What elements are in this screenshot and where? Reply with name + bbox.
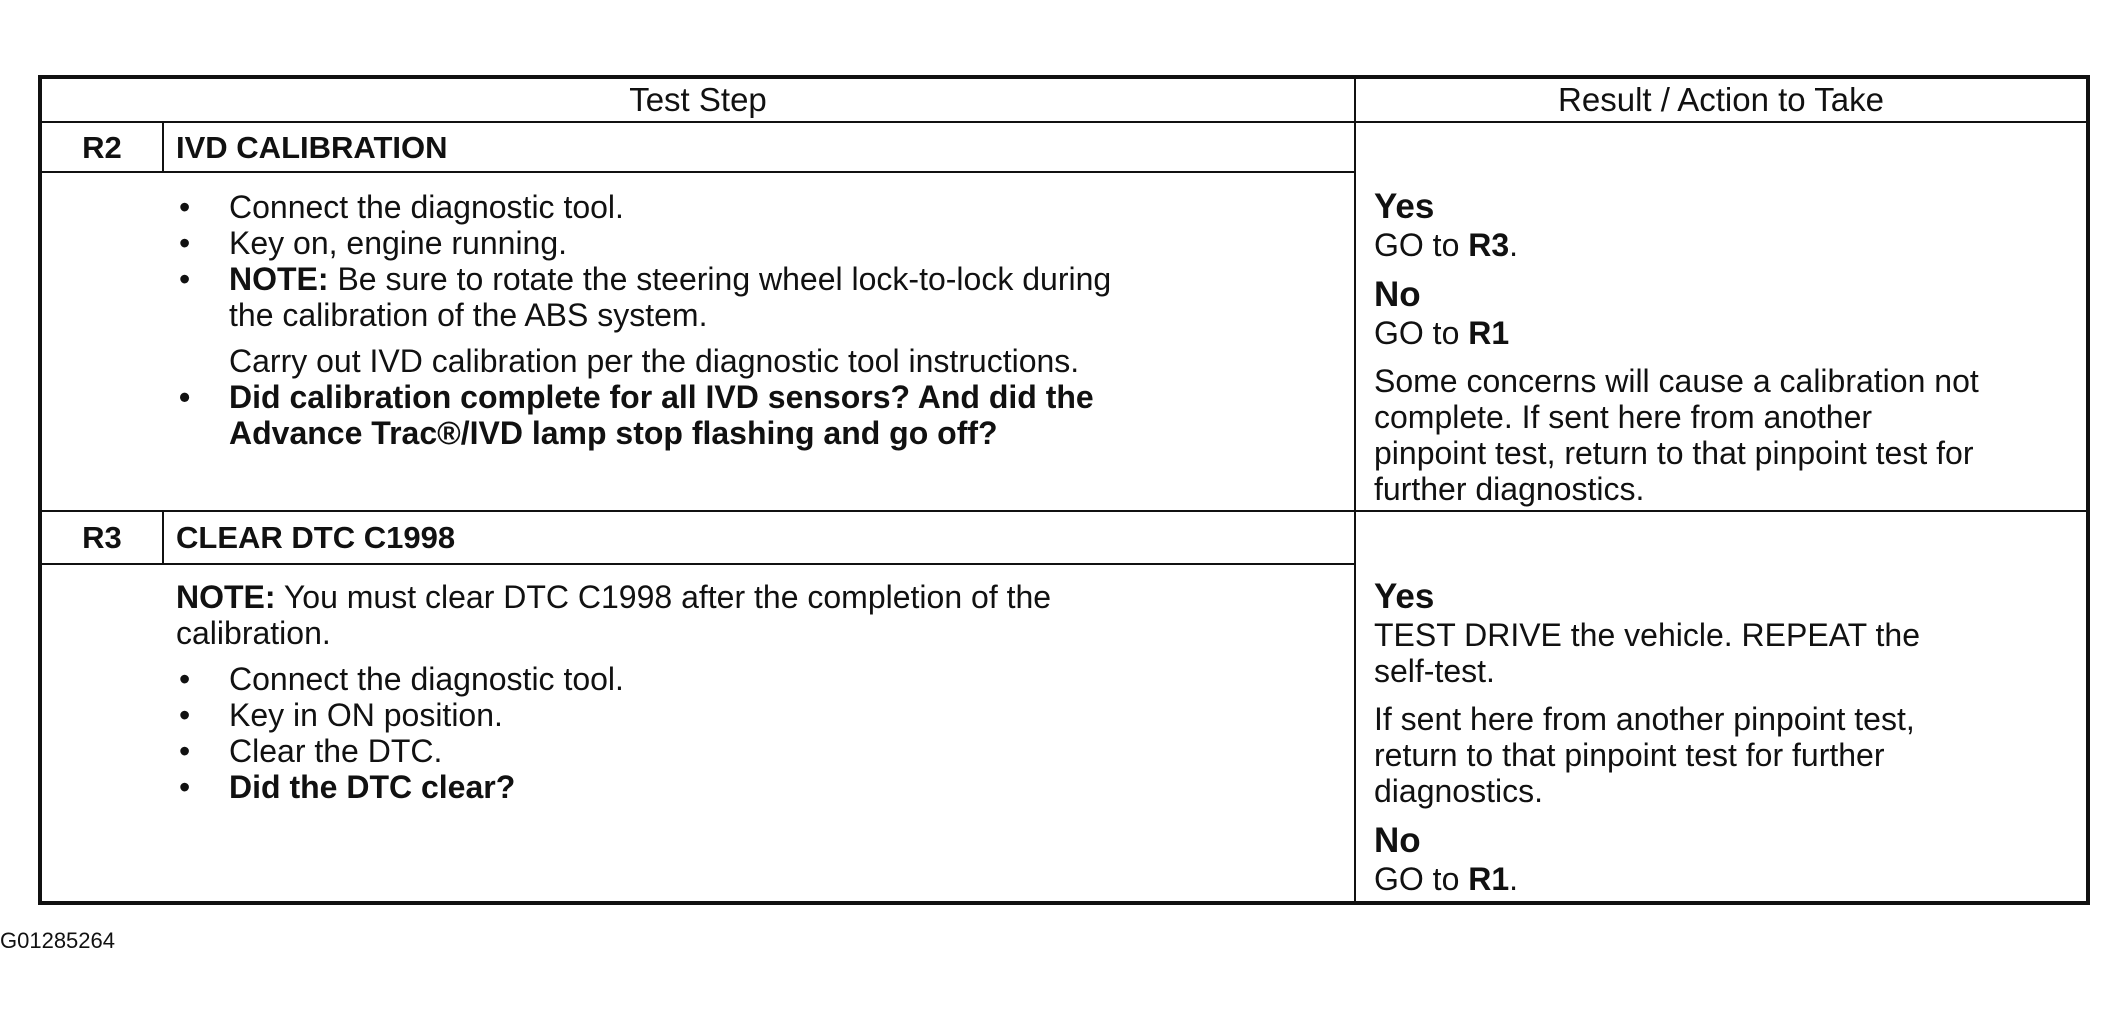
r3-steps <box>176 579 1051 805</box>
yes-label: Yes <box>1374 577 1435 616</box>
yes-label: Yes <box>1374 187 1435 226</box>
step-title: CLEAR DTC C1998 <box>176 520 456 555</box>
figure-code: G01285264 <box>0 928 115 953</box>
header-divider <box>42 121 2086 123</box>
no-action: GO to R1. <box>1374 861 1519 897</box>
step-title: IVD CALIBRATION <box>176 130 448 165</box>
r2-result <box>1374 187 1979 507</box>
r3-note: NOTE: You must clear DTC C1998 after the completion of the calibration. <box>176 579 1052 651</box>
yes-action: GO to R3. <box>1374 227 1519 263</box>
r3-redirect-note: If sent here from another pinpoint test, return to that pinpoint test for further diagnostics. <box>1374 701 1915 809</box>
list-item: • Did calibration complete for all IVD sensors? And did the Advance Trac®/IVD lamp stop flashing and go off? <box>176 379 1111 451</box>
list-item: • Clear the DTC. <box>176 733 1051 769</box>
no-label: No <box>1374 275 1421 314</box>
list-item: • Connect the diagnostic tool. <box>176 661 1051 697</box>
r2-instruction: Carry out IVD calibration per the diagnostic tool instructions. <box>229 343 1080 379</box>
r2-title-divider <box>42 171 1354 173</box>
yes-action: TEST DRIVE the vehicle. REPEAT the self-test. <box>1374 617 1920 689</box>
r2-steps <box>176 189 1111 451</box>
r3-title-divider <box>42 563 1354 565</box>
list-item: • Connect the diagnostic tool. <box>176 189 1111 225</box>
step-id: R2 <box>82 130 122 165</box>
no-label: No <box>1374 821 1421 860</box>
r2-note: Some concerns will cause a calibration not complete. If sent here from another pinpoint test, return to that pinpoint test for further diagnostics. <box>1374 363 1979 507</box>
header-result-action: Result / Action to Take <box>1558 81 1884 118</box>
list-item: • Key in ON position. <box>176 697 1051 733</box>
r3-id-divider <box>162 510 164 563</box>
header-test-step: Test Step <box>629 81 767 118</box>
diagnostic-table <box>38 75 2090 905</box>
no-action: GO to R1 <box>1374 315 1510 351</box>
list-item: • Key on, engine running. <box>176 225 1111 261</box>
r3-result <box>1374 577 1920 897</box>
column-divider <box>1354 79 1356 901</box>
list-item: • Did the DTC clear? <box>176 769 1051 805</box>
r2-id-divider <box>162 121 164 171</box>
list-item: • NOTE: Be sure to rotate the steering wheel lock-to-lock during the calibration of the ABS system. <box>176 261 1111 333</box>
row-divider <box>42 510 2086 512</box>
step-id: R3 <box>82 520 122 555</box>
